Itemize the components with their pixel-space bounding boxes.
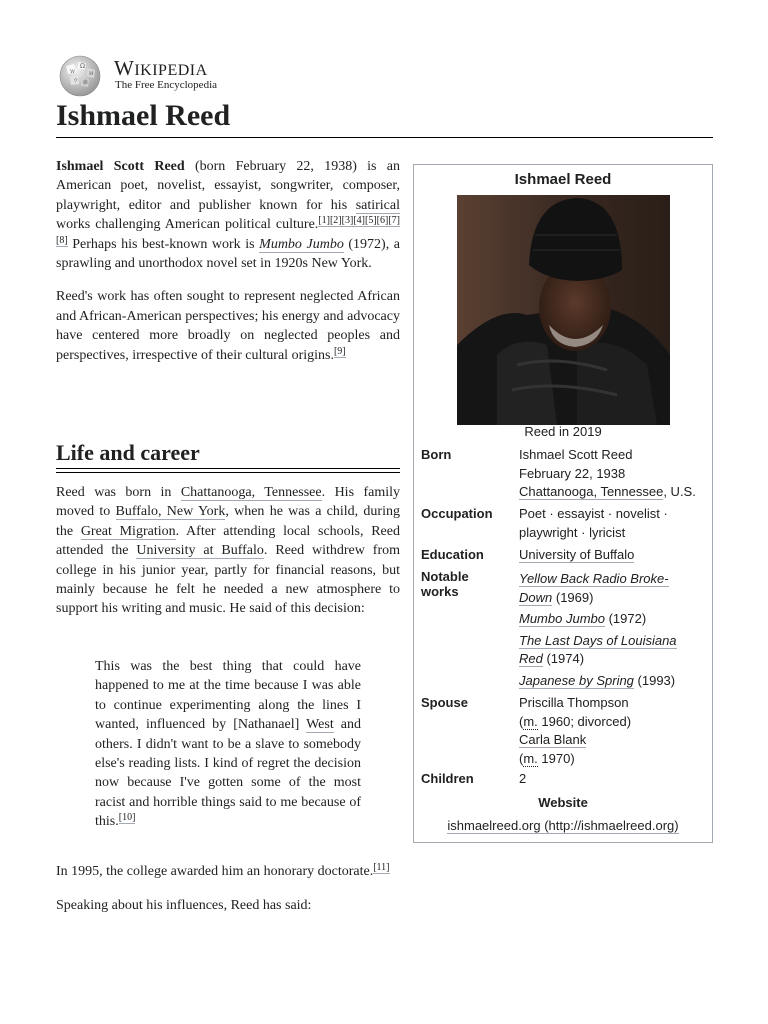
link-work-mumbo-jumbo[interactable]: Mumbo Jumbo [519, 611, 605, 626]
link-university-at-buffalo[interactable]: University at Buffalo [136, 543, 264, 559]
work-year: (1993) [633, 672, 676, 688]
lead-text: Reed's work has often sought to represent neglected African and African-American perspectives; his energy and advocacy have centered more broadly on neglected peoples and perspectives, irrespective of their cultural origins. [56, 289, 400, 363]
label-children: Children [421, 771, 474, 786]
link-satirical[interactable]: satirical [355, 197, 400, 213]
body-text: . Reed withdrew from college in his junior year, partly for financial reasons, but mainly because he felt he needed a new atmosphere to support his writing and music. He said of this decision: [56, 543, 400, 617]
quote-text: This was the best thing that could have happened to me at the time because I was able to continue experimenting along the lines I wanted, influenced by [Nathanael] [95, 659, 361, 733]
value-born [519, 446, 707, 502]
spouse-married [519, 750, 707, 769]
photo-caption: Reed in 2019 [524, 424, 602, 439]
work-item [519, 672, 707, 691]
value-children: 2 [519, 771, 527, 786]
work-year: (1969) [552, 589, 594, 605]
wikipedia-globe-icon[interactable] [56, 54, 106, 98]
label-line: works [421, 584, 459, 599]
work-item [519, 589, 707, 608]
label-line: Notable [421, 569, 469, 584]
link-work-yellow-back[interactable]: Yellow Back Radio Broke- [519, 571, 669, 586]
lead-text: (1972), a sprawling and unorthodox novel set in 1920s New York. [56, 236, 400, 272]
life-paragraph-2 [56, 862, 390, 881]
infobox-title: Ishmael Reed [514, 171, 612, 188]
title-divider [56, 137, 713, 138]
work-item [519, 632, 707, 651]
citation-9[interactable]: [9] [333, 345, 346, 357]
wordmark-initial: W [114, 56, 135, 80]
citation-3[interactable]: [3] [341, 215, 354, 227]
lead-section [56, 157, 400, 365]
married-abbr[interactable]: m. [523, 713, 538, 729]
body-text: Reed was born in [56, 485, 181, 500]
life-paragraph-3: Speaking about his influences, Reed has said: [56, 898, 312, 913]
svg-text:И: И [89, 71, 94, 77]
citation-8[interactable]: [8] [56, 234, 68, 246]
lead-paragraph-1 [56, 157, 400, 273]
body-text: In 1995, the college awarded him an honorary doctorate. [56, 864, 374, 879]
subject-name: Ishmael Scott Reed [56, 159, 185, 174]
link-work-last-days[interactable]: The Last Days of Louisiana [519, 632, 677, 648]
infobox [413, 164, 713, 843]
born-date: February 22, 1938 [519, 465, 626, 481]
citation-7[interactable]: [7] [388, 215, 400, 227]
married-detail: 1960; divorced) [537, 713, 632, 729]
citation-5[interactable]: [5] [364, 215, 377, 227]
page-title: Ishmael Reed [56, 99, 231, 132]
label-education: Education [421, 547, 484, 562]
label-spouse: Spouse [421, 695, 468, 710]
label-occupation: Occupation [421, 506, 493, 521]
svg-text:維: 維 [83, 80, 89, 86]
lead-text: works challenging American political culture. [56, 217, 319, 233]
link-mumbo-jumbo[interactable]: Mumbo Jumbo [259, 236, 344, 252]
citation-2[interactable]: [2] [329, 215, 342, 227]
paren: ( [519, 713, 524, 729]
value-occupation [519, 505, 707, 542]
quote-text: and others. I didn't want to be a slave to somebody else's reading lists. I kind of regret the decision now because I've gotten some of the most racist and horrible things said to me because of this. [95, 717, 362, 830]
married-abbr[interactable]: m. [523, 750, 538, 766]
body-text: , when he was a child, during the [56, 504, 400, 539]
citation-4[interactable]: [4] [353, 215, 365, 227]
life-paragraph-1 [56, 483, 400, 619]
link-great-migration[interactable]: Great Migration [80, 523, 176, 539]
value-education [519, 546, 707, 565]
svg-text:W: W [70, 69, 76, 75]
link-born-place[interactable]: Chattanooga, Tennessee [519, 484, 664, 499]
wikipedia-tagline: The Free Encyclopedia [115, 79, 218, 91]
svg-text:ウ: ウ [73, 78, 79, 84]
svg-text:Ω: Ω [80, 63, 85, 70]
link-chattanooga[interactable]: Chattanooga, Tennessee [180, 485, 322, 500]
spouse-name: Priscilla Thompson [519, 695, 629, 710]
work-item [519, 610, 707, 629]
work-year: (1974) [542, 651, 585, 666]
married-detail: 1970) [537, 750, 575, 766]
body-text: . His family moved to [56, 485, 400, 520]
section-divider [56, 468, 400, 469]
wikipedia-wordmark[interactable] [114, 56, 208, 81]
value-notable-works [519, 570, 707, 690]
citation-1[interactable]: [1] [318, 215, 330, 227]
wordmark-rest: IKIPEDIA [134, 62, 208, 79]
section-divider [56, 472, 400, 473]
link-buffalo[interactable]: Buffalo, New York [115, 504, 226, 520]
body-text: . After attending local schools, Reed attended the [56, 523, 400, 559]
occupation-line: Poet · essayist · novelist · [519, 506, 668, 521]
work-item [519, 570, 707, 589]
born-name: Ishmael Scott Reed [519, 447, 633, 462]
born-country: , U.S. [663, 484, 696, 499]
link-website[interactable]: ishmaelreed.org (http://ishmaelreed.org) [447, 818, 679, 833]
lead-text: Perhaps his best-known work is [67, 236, 260, 252]
label-notable-works [421, 569, 509, 599]
work-item [519, 650, 707, 669]
link-work-japanese[interactable]: Japanese by Spring [519, 672, 634, 688]
value-spouse [519, 694, 707, 768]
portrait-photo[interactable] [457, 195, 670, 425]
lead-paragraph-2 [56, 287, 400, 365]
citation-11[interactable]: [11] [373, 862, 390, 873]
label-born: Born [421, 447, 452, 462]
citation-10[interactable]: [10] [118, 812, 136, 824]
citation-6[interactable]: [6] [376, 215, 389, 227]
spouse-married [519, 713, 707, 732]
link-education[interactable]: University of Buffalo [519, 547, 635, 562]
work-year: (1972) [604, 611, 647, 626]
occupation-line: playwright · lyricist [519, 524, 626, 540]
link-work-last-days-cont[interactable]: Red [519, 651, 543, 666]
section-heading-life-and-career: Life and career [56, 440, 200, 465]
quote-block [95, 657, 361, 832]
link-spouse-carla-blank[interactable]: Carla Blank [519, 732, 587, 747]
paren: ( [519, 750, 524, 766]
label-website: Website [538, 795, 588, 810]
lead-text: (born February 22, 1938) is an American poet, novelist, essayist, songwriter, composer, playwright, editor and publisher known for his [56, 159, 400, 213]
value-website [414, 818, 712, 833]
link-work-yellow-back-cont[interactable]: Down [519, 589, 553, 605]
link-west[interactable]: West [306, 717, 334, 733]
